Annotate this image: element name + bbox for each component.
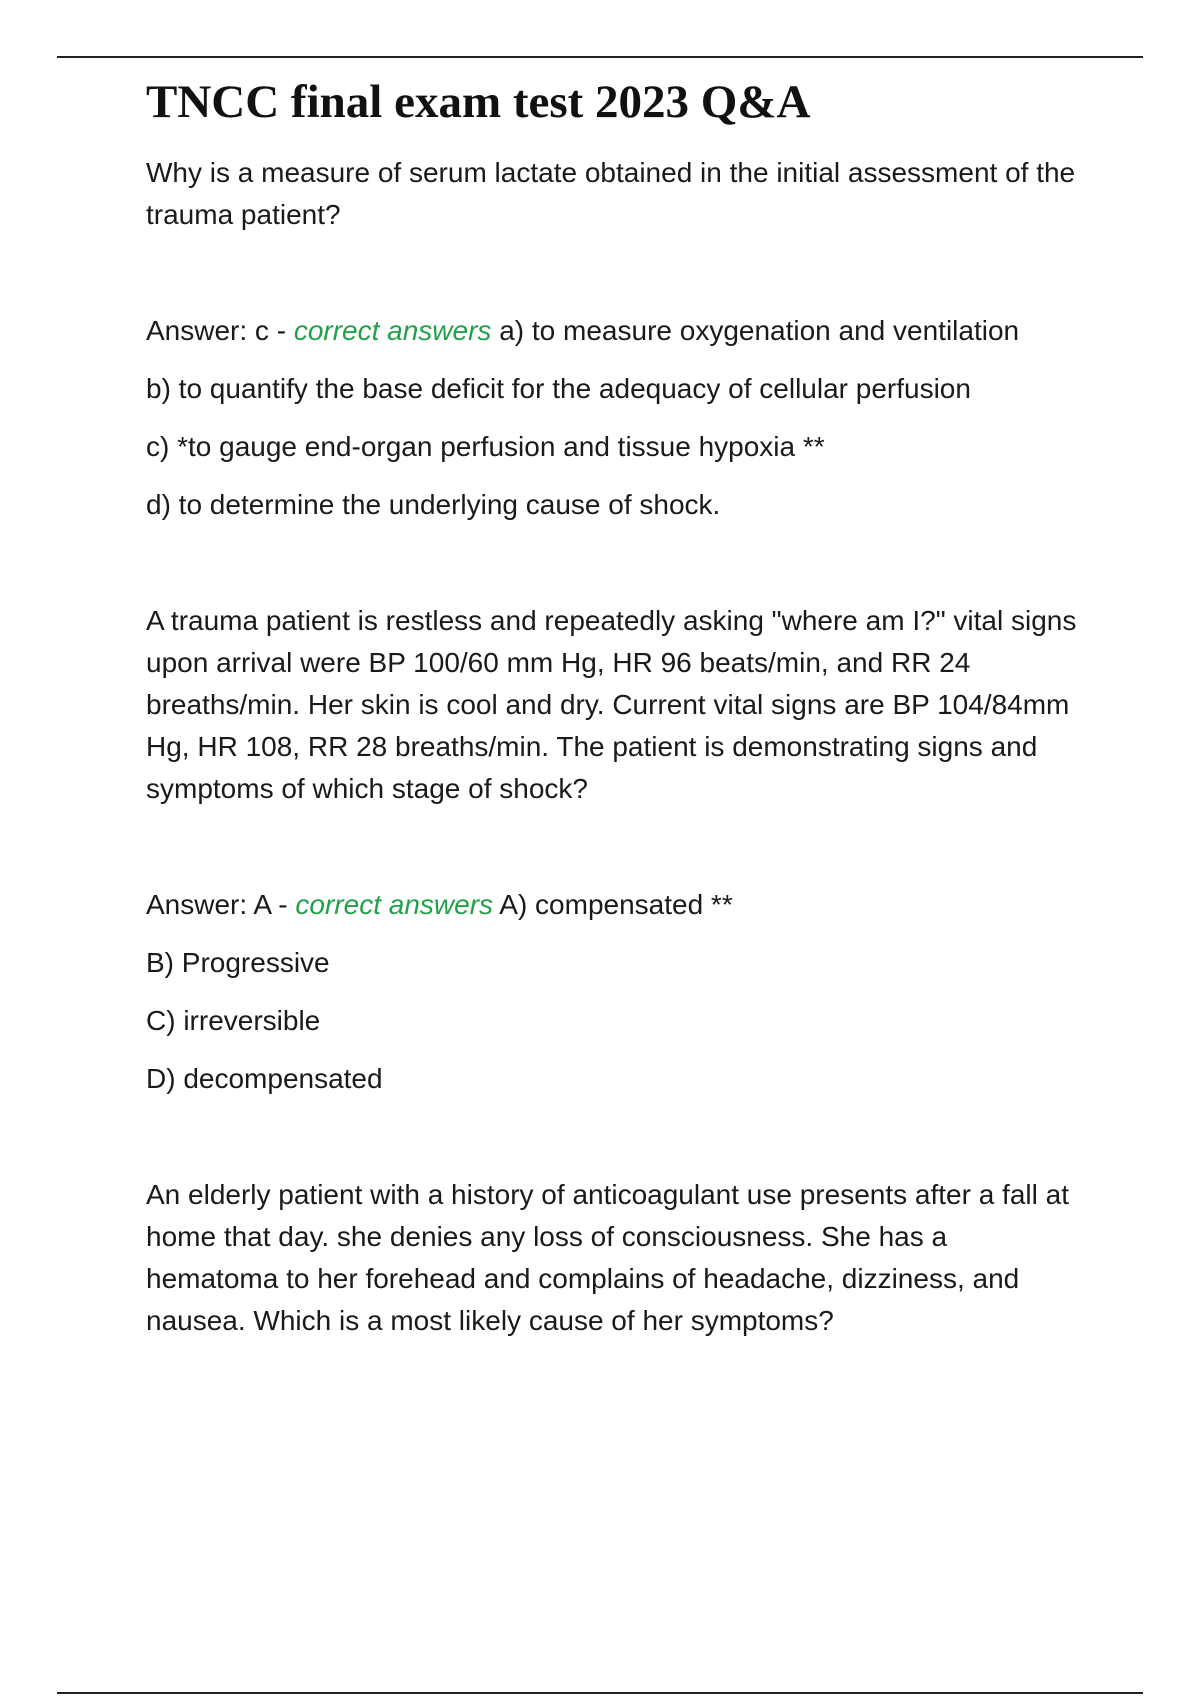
answer-line [146, 310, 1086, 352]
question-text: A trauma patient is restless and repeatedly asking "where am I?" vital signs upon arrival were BP 100/60 mm Hg, HR 96 beats/min, and RR 24 breaths/min. Her skin is cool and dry. Current vital signs are BP 104/84mm Hg, HR 108, RR 28 breaths/min. The patient is demonstrating signs and symptoms of which stage of shock? [146, 605, 1085, 804]
answer-option-a: a) to measure oxygenation and ventilation [491, 315, 1020, 346]
document-title: TNCC final exam test 2023 Q&A [146, 76, 811, 128]
spacer [146, 926, 1086, 942]
spacer [146, 526, 1086, 600]
spacer [146, 810, 1086, 884]
spacer [146, 468, 1086, 484]
question-block-1 [146, 152, 1086, 526]
spacer [146, 1042, 1086, 1058]
question-block-3 [146, 1174, 1086, 1342]
answer-option-b: B) Progressive [146, 947, 330, 978]
question-block-2 [146, 600, 1086, 1100]
question-text: An elderly patient with a history of anticoagulant use presents after a fall at home that day. she denies any loss of consciousness. She has a hematoma to her forehead and complains of headache, dizziness, and nausea. Which is a most likely cause of her symptoms? [146, 1179, 1077, 1336]
answer-prefix: Answer: c - [146, 315, 294, 346]
spacer [146, 410, 1086, 426]
spacer [146, 236, 1086, 310]
top-rule [57, 56, 1143, 58]
spacer [146, 1100, 1086, 1174]
correct-answers-label: correct answers [295, 889, 494, 920]
spacer [146, 352, 1086, 368]
question-text: Why is a measure of serum lactate obtained in the initial assessment of the trauma patient? [146, 157, 1083, 230]
correct-answers-label: correct answers [293, 315, 492, 346]
answer-line [146, 884, 1086, 926]
answer-prefix: Answer: A - [146, 889, 296, 920]
answer-option-d: d) to determine the underlying cause of shock. [146, 489, 721, 520]
answer-option-d: D) decompensated [146, 1063, 383, 1094]
answer-option-a: A) compensated ** [493, 889, 733, 920]
bottom-rule [57, 1692, 1143, 1694]
spacer [146, 984, 1086, 1000]
document-page [146, 72, 1086, 1342]
answer-option-b: b) to quantify the base deficit for the adequacy of cellular perfusion [146, 373, 971, 404]
answer-option-c: c) *to gauge end-organ perfusion and tissue hypoxia ** [146, 431, 825, 462]
answer-option-c: C) irreversible [146, 1005, 321, 1036]
